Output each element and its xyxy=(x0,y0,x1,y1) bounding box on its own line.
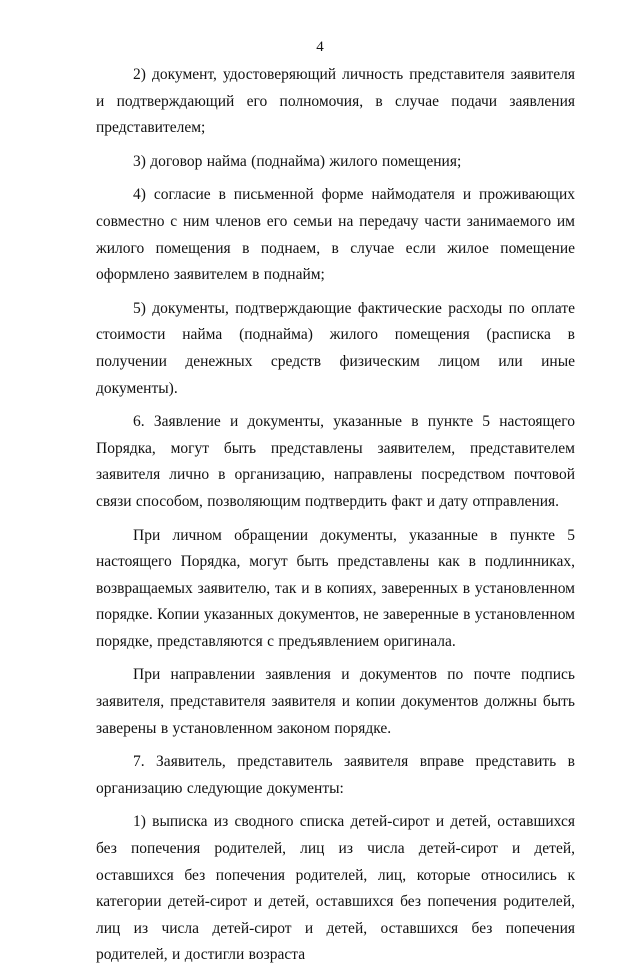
paragraph-personal-submission: При личном обращении документы, указанные в пункте 5 настоящего Порядка, могут быть представлены как в подлинниках, возвращаемых заявителю, так и в копиях, заверенных в установленном порядке. Копии указанных документов, не заверенные в установленном порядке, представляются с предъявлением оригинала. xyxy=(96,526,575,650)
paragraph-item-3-lease-contract: 3) договор найма (поднайма) жилого помещения; xyxy=(133,152,462,170)
paragraph-item-4-landlord-consent: 4) согласие в письменной форме наймодателя и проживающих совместно с ним членов его семьи на передачу части занимаемого им жилого помещения в поднаем, в случае если жилое помещение оформлено заявителем в поднайм; xyxy=(96,186,575,284)
paragraph-clause-6-submission: 6. Заявление и документы, указанные в пункте 5 настоящего Порядка, могут быть представлены заявителем, представителем заявителя лично в организацию, направлены посредством почтовой связи способом, позволяющим подтвердить факт и дату отправления. xyxy=(96,413,575,510)
document-body xyxy=(96,62,575,976)
page-number: 4 xyxy=(316,39,324,55)
paragraph-item-2-representative-id: 2) документ, удостоверяющий личность представителя заявителя и подтверждающий его полномочия, в случае подачи заявления представителем; xyxy=(96,66,575,137)
paragraph-clause-7-optional-documents: 7. Заявитель, представитель заявителя вправе представить в организацию следующие документы: xyxy=(96,753,575,797)
paragraph-item-1-orphan-list-extract: 1) выписка из сводного списка детей-сирот и детей, оставшихся без попечения родителей, лиц из числа детей-сирот и детей, оставшихся без попечения родителей, лиц, которые относились к категории детей-сирот и детей, оставшихся без попечения родителей, лиц из числа детей-сирот и детей, оставшихся без попечения родителей, и достигли возраста xyxy=(96,813,575,964)
paragraph-item-5-expense-documents: 5) документы, подтверждающие фактические расходы по оплате стоимости найма (поднайма) жилого помещения (расписка в получении денежных средств физическим лицом или иные документы). xyxy=(96,299,575,397)
paragraph-postal-submission: При направлении заявления и документов по почте подпись заявителя, представителя заявителя и копии документов должны быть заверены в установленном законом порядке. xyxy=(96,666,575,737)
